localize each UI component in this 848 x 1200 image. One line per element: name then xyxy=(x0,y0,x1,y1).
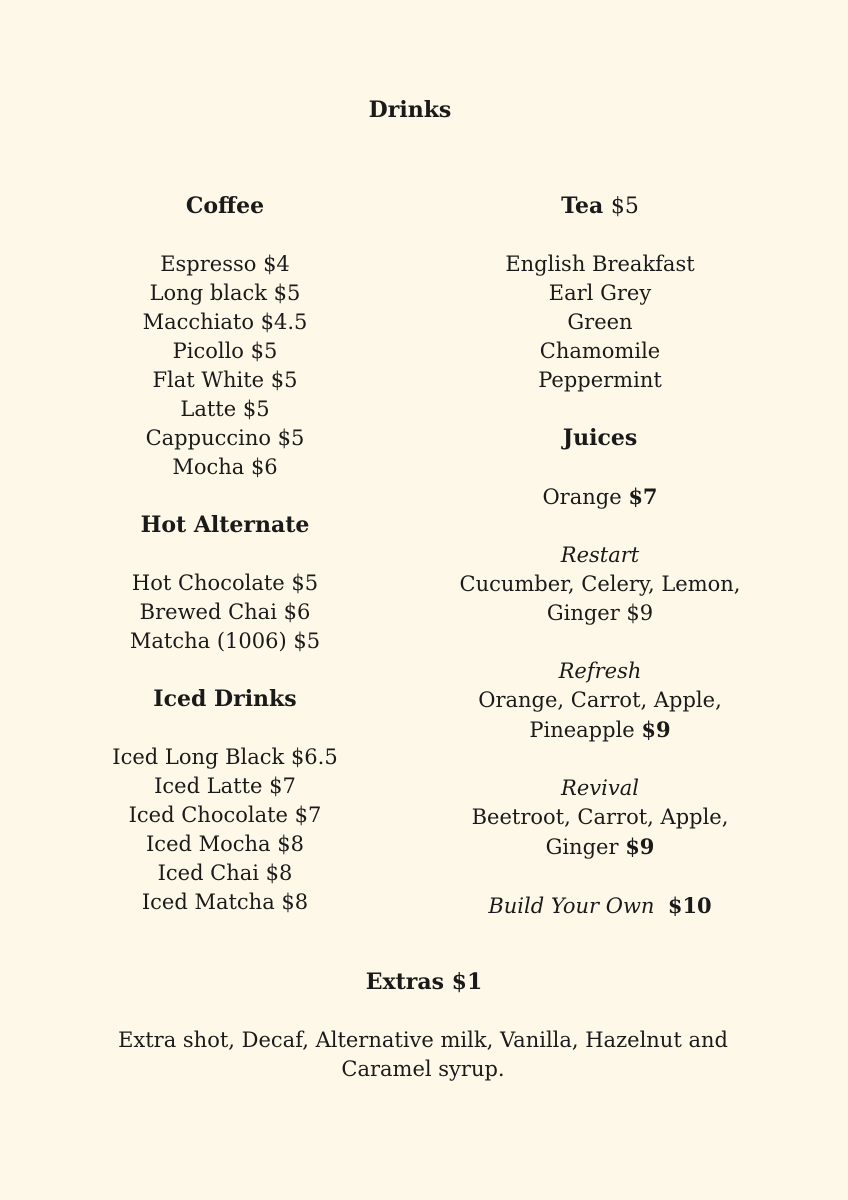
juice-build-name: Build Your Own xyxy=(488,894,655,918)
juice-restart-name: Restart xyxy=(560,543,640,567)
juices-heading: Juices xyxy=(562,425,638,451)
menu-item: Cappuccino $5 xyxy=(145,426,305,450)
juice-restart-line2: Ginger $9 xyxy=(546,601,654,625)
page-title: Drinks xyxy=(368,97,452,123)
juice-revival-line1: Beetroot, Carrot, Apple, xyxy=(471,805,729,829)
menu-item: Brewed Chai $6 xyxy=(139,600,311,624)
tea-heading-label: Tea xyxy=(561,193,604,219)
juice-revival-price: $9 xyxy=(625,834,655,859)
tea-heading xyxy=(430,192,770,221)
menu-item: Chamomile xyxy=(539,339,661,363)
right-column xyxy=(430,192,770,921)
extras-heading: Extras $1 xyxy=(365,969,483,995)
iced-drinks-heading: Iced Drinks xyxy=(153,686,297,712)
juice-revival-name: Revival xyxy=(561,776,639,800)
tea-heading-price: $5 xyxy=(610,194,639,219)
juice-refresh-price: $9 xyxy=(641,717,671,742)
menu-item: Iced Chocolate $7 xyxy=(128,803,322,827)
juice-refresh-name: Refresh xyxy=(558,659,642,683)
menu-item: Iced Chai $8 xyxy=(157,861,293,885)
menu-item: Macchiato $4.5 xyxy=(142,310,308,334)
menu-item: Matcha (1006) $5 xyxy=(129,629,321,653)
menu-item: Iced Mocha $8 xyxy=(146,832,304,856)
menu-item: Flat White $5 xyxy=(152,368,298,392)
hot-alternate-heading: Hot Alternate xyxy=(140,512,310,538)
menu-item: Hot Chocolate $5 xyxy=(131,571,319,595)
juice-refresh-line2-text: Pineapple xyxy=(529,718,635,742)
juice-restart-line1: Cucumber, Celery, Lemon, xyxy=(459,572,741,596)
juice-orange-name: Orange xyxy=(542,485,622,509)
menu-item: Latte $5 xyxy=(180,397,270,421)
menu-item: Long black $5 xyxy=(149,281,301,305)
juice-revival-line2-text: Ginger xyxy=(545,835,619,859)
coffee-list xyxy=(60,250,390,482)
menu-item: Picollo $5 xyxy=(172,339,278,363)
iced-drinks-list xyxy=(60,743,390,917)
left-column xyxy=(60,192,390,917)
menu-item: Peppermint xyxy=(538,368,662,392)
juice-refresh-line1: Orange, Carrot, Apple, xyxy=(478,688,722,712)
menu-item: Green xyxy=(567,310,633,334)
juice-refresh xyxy=(430,657,770,745)
coffee-heading: Coffee xyxy=(185,193,265,219)
juice-revival-line2 xyxy=(430,832,770,862)
menu-item: Iced Latte $7 xyxy=(154,774,296,798)
juice-restart xyxy=(430,541,770,628)
menu-item: Earl Grey xyxy=(548,281,652,305)
menu-item: Iced Matcha $8 xyxy=(141,890,309,914)
juice-build-price: $10 xyxy=(667,893,712,918)
extras-text: Extra shot, Decaf, Alternative milk, Vanilla, Hazelnut and Caramel syrup. xyxy=(118,1028,728,1081)
menu-item: Iced Long Black $6.5 xyxy=(112,745,338,769)
menu-item: English Breakfast xyxy=(505,252,695,276)
juice-refresh-line2 xyxy=(430,715,770,745)
tea-list xyxy=(430,250,770,395)
hot-alternate-list xyxy=(60,569,390,656)
juice-orange-price: $7 xyxy=(628,484,658,509)
juice-revival xyxy=(430,774,770,862)
menu-item: Mocha $6 xyxy=(172,455,278,479)
juice-build-your-own xyxy=(430,891,770,921)
menu-item: Espresso $4 xyxy=(160,252,290,276)
juice-orange xyxy=(430,482,770,512)
